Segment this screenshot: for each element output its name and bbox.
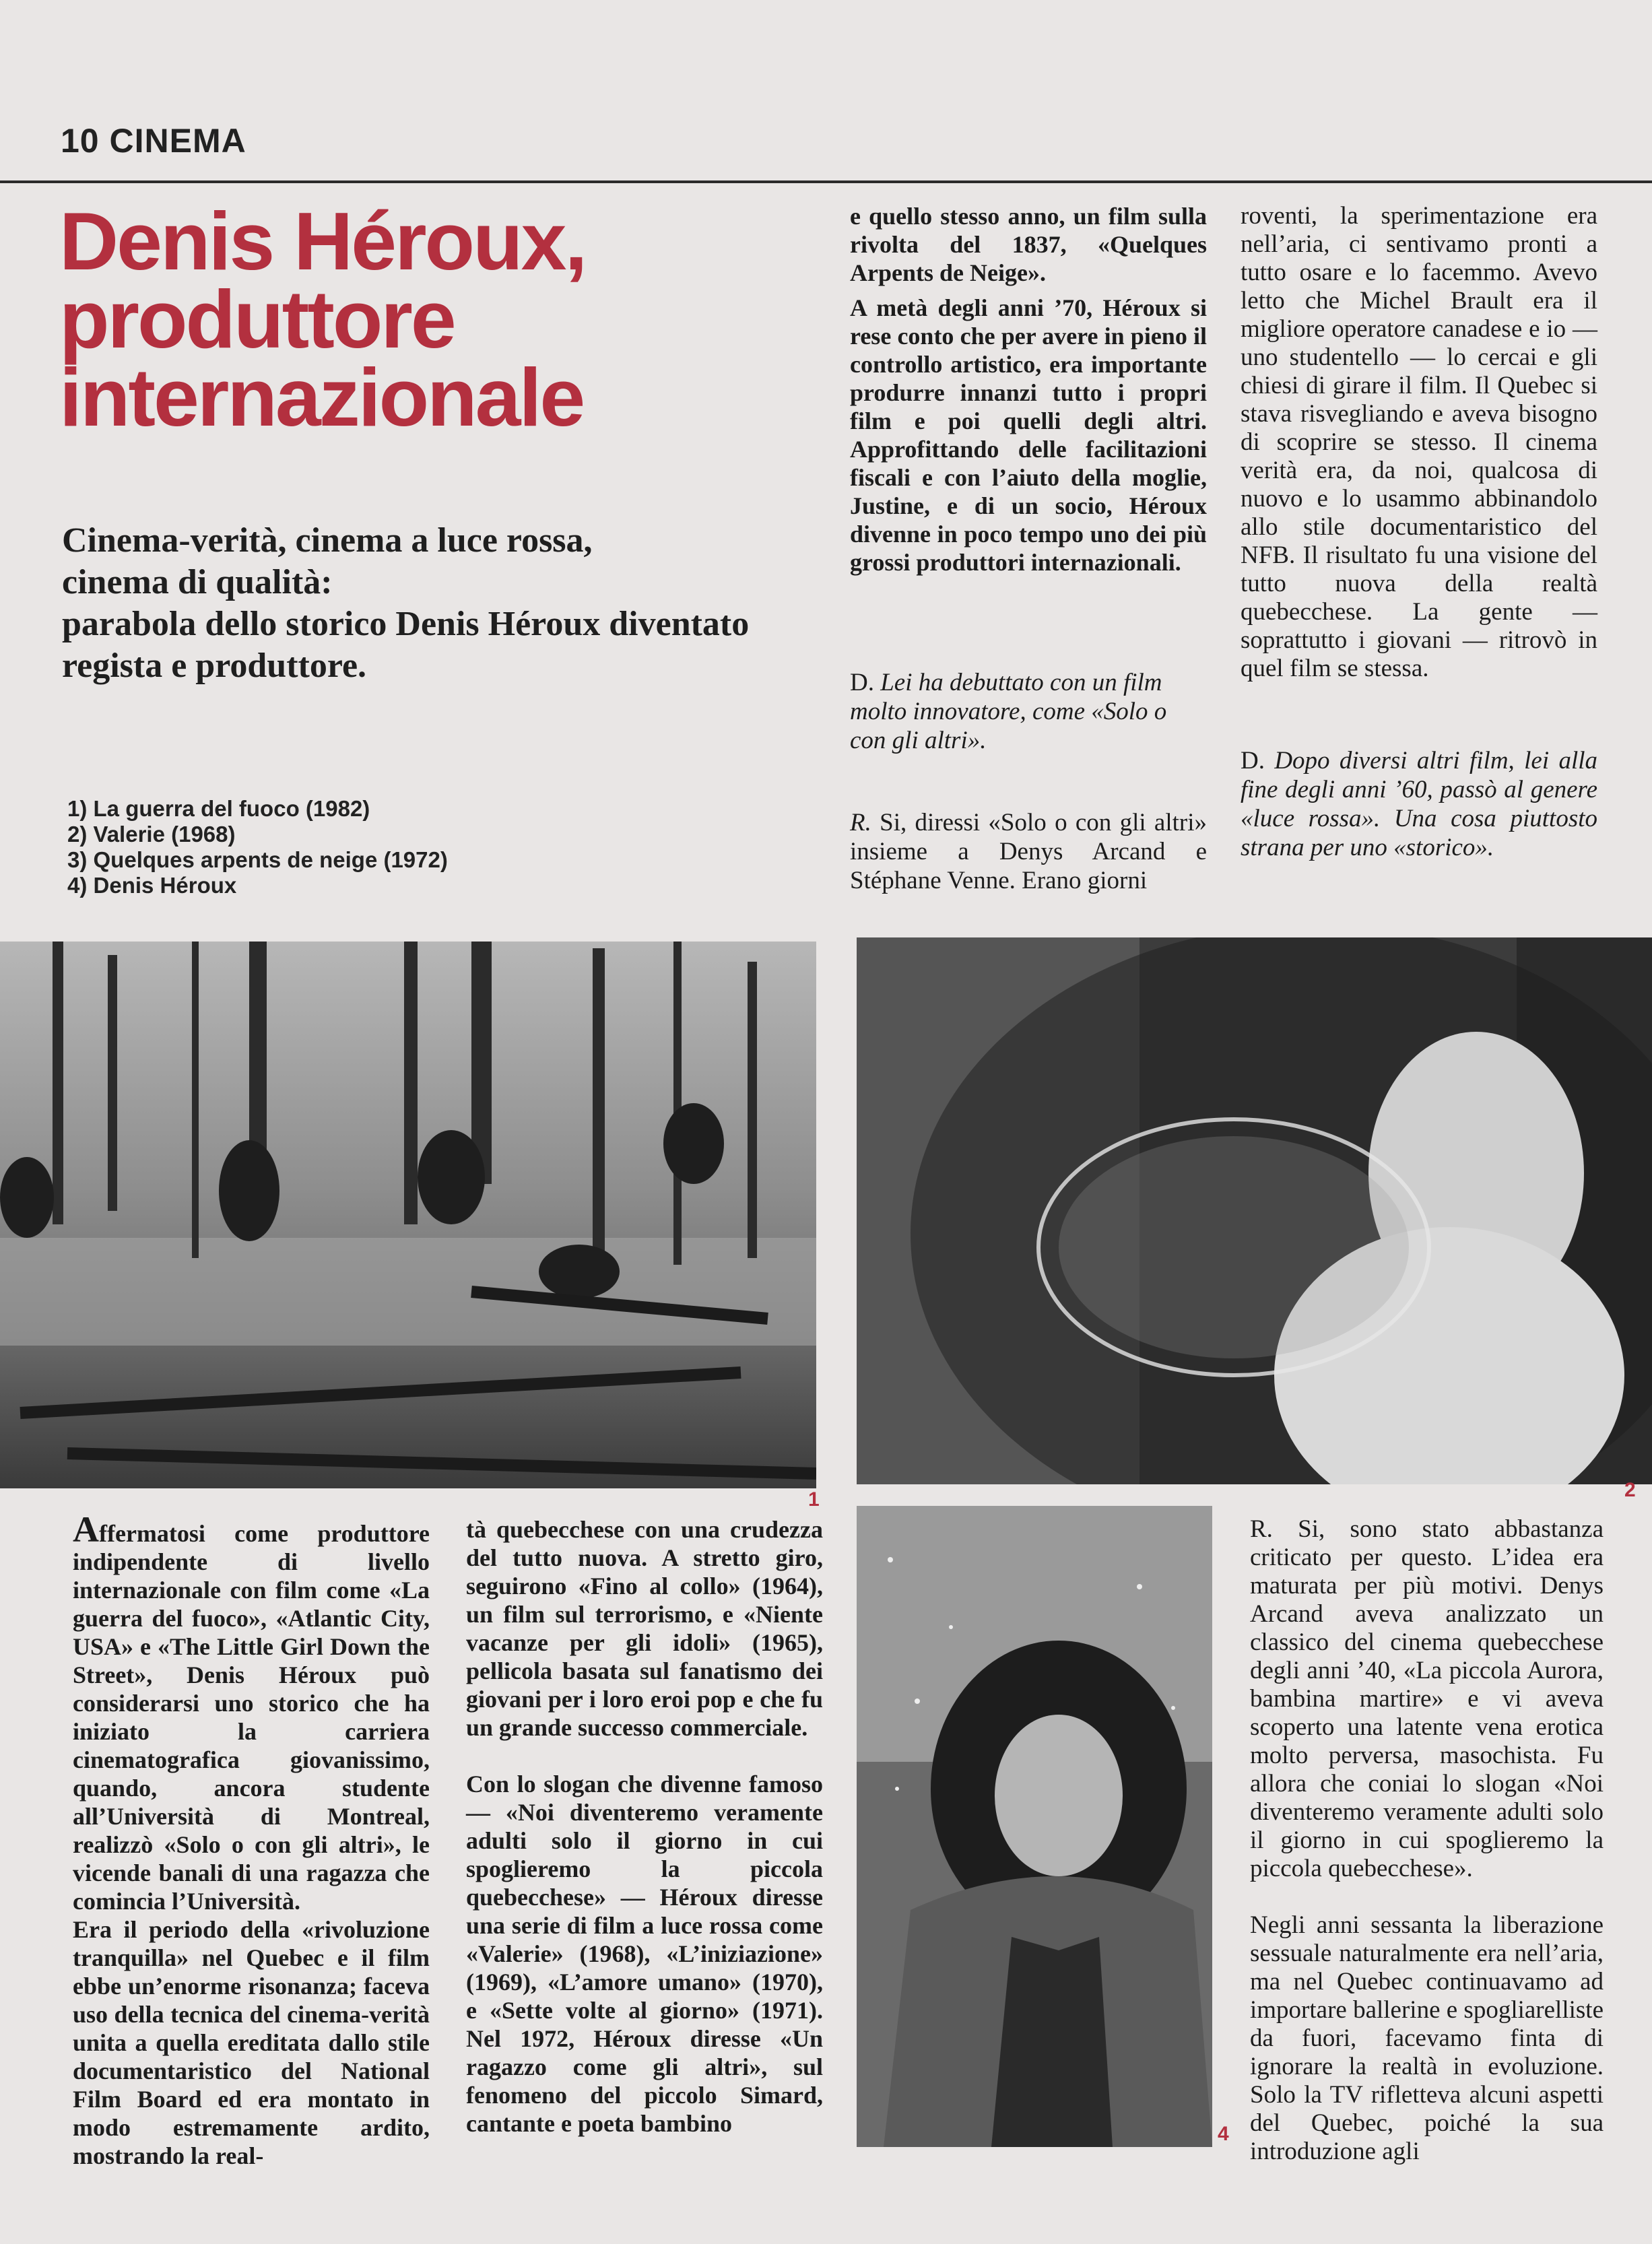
paragraph [73,1509,430,1915]
answer-prefix: R. [850,809,871,836]
section-header: 10 CINEMA [61,122,246,160]
article-subtitle [62,520,857,687]
question-text: Dopo diversi altri film, lei alla fine degli anni ’60, passò al genere «luce rossa». Una cosa piuttosto strana per uno «storico». [1241,747,1598,861]
subtitle-line-3: parabola dello storico Denis Héroux diventato [62,605,750,643]
bubble-portrait-image [857,937,1652,1484]
caption-1: 1) La guerra del fuoco (1982) [67,796,370,821]
photo-number-1: 1 [808,1488,820,1511]
drop-cap: A [73,1509,99,1550]
interview-question-2 [1241,746,1597,862]
question-prefix: D. [1241,747,1265,774]
header-rule [0,180,1652,183]
photo-valerie [857,937,1652,1484]
caption-4: 4) Denis Héroux [67,873,237,898]
paragraph: Con lo slogan che divenne famoso — «Noi diventeremo veramente adulti solo il giorno in cui spoglieremo la piccola quebecchese» — Héroux diresse una serie di film a luce rossa come «Valerie» (1968), «L’iniziazione» (1969), «L’amore umano» (1970), e «Sette volte al giorno» (1971). Nel 1972, Héroux diresse «Un ragazzo come gli altri», sul fenomeno del piccolo Simard, cantante e poeta bambino [466,1771,823,2137]
title-line-3: internazionale [59,352,584,443]
portrait-snow-image [857,1506,1212,2147]
text-column-bottom-2 [466,1515,823,2138]
subtitle-line-4: regista e produttore. [62,647,367,685]
title-line-2: produttore [59,273,455,365]
paragraph: Era il periodo della «rivoluzione tranquilla» nel Quebec e il film ebbe un’enorme risonanza; faceva uso della tecnica del cinema-verità unita a quella ereditata dallo stile documentaristico del National Film Board ed era montato in modo estremamente ardito, mostrando la real- [73,1916,430,2169]
forest-swamp-image [0,942,816,1488]
answer-text: Si, diressi «Solo o con gli altri» insieme a Denys Arcand e Stéphane Venne. Erano giorni [850,809,1208,894]
photo-denis-heroux [857,1506,1212,2147]
paragraph: tà quebecchese con una crudezza del tutto nuova. A stretto giro, seguirono «Fino al collo» (1964), un film sul terrorismo, e «Niente vacanze per gli idoli» (1965), pellicola basata sul fanatismo dei giovani per i loro eroi pop e che fu un grande successo commerciale. [466,1516,823,1741]
caption-3: 3) Quelques arpents de neige (1972) [67,847,448,872]
subtitle-line-1: Cinema-verità, cinema a luce rossa, [62,521,593,560]
subtitle-line-2: cinema di qualità: [62,563,333,601]
paragraph: roventi, la sperimentazione era nell’aria, ci sentivamo pronti a tutto osare e lo facemmo. Avevo letto che Michel Brault era il migliore operatore canadese e io — uno studentello — lo cercai e gli chiesi di girare il film. Il Quebec si stava risvegliando e aveva bisogno di scoprire se stesso. Il cinema verità era, da noi, qualcosa di nuovo e lo usammo abbinandolo allo stile documentaristico del NFB. Il risultato fu una visione del tutto nuova della realtà quebecchese. La gente — soprattutto i giovani — ritrovò in quel film se stessa. [1241,202,1597,682]
photo-quest-for-fire [0,942,816,1488]
photo-number-2: 2 [1624,1479,1636,1501]
photo-number-4: 4 [1218,2123,1229,2145]
title-line-1: Denis Héroux, [59,195,586,287]
text-column-top-1 [850,202,1207,576]
interview-question-1 [850,668,1207,755]
paragraph: A metà degli anni ’70, Héroux si rese conto che per avere in pieno il controllo artistico, era importante produrre innanzi tutto i propri film e poi quelli degli altri. Approfittando delle facilitazioni fiscali e con l’aiuto della moglie, Justine, e di un socio, Héroux divenne in poco tempo uno dei più grossi produttori internazionali. [850,294,1207,576]
article-title [59,195,800,443]
paragraph-text: ffermatosi come produttore indipendente di livello internazionale con film come «La guerra del fuoco», «Atlantic City, USA» e «The Little Girl Down the Street», Denis Héroux può considerarsi uno storico che ha iniziato la carriera cinematografica giovanissimo, quando, ancora studente all’Università di Montreal, realizzò «Solo o con gli altri», le vicende banali di una ragazza che comincia l’Università. [73,1520,430,1915]
interview-answer-1 [850,808,1207,895]
text-column-top-2 [1241,202,1597,683]
paragraph: e quello stesso anno, un film sulla rivolta del 1837, «Quelques Arpents de Neige». [850,203,1207,286]
paragraph: Negli anni sessanta la liberazione sessuale naturalmente era nell’aria, ma nel Quebec continuavamo ad importare ballerine e spogliarelliste da fuori, facevamo finta di ignorare la realtà in evoluzione. Solo la TV rifletteva alcuni aspetti del Quebec, poiché la sua introduzione agli [1250,1911,1604,2165]
paragraph: R. Si, sono stato abbastanza criticato per questo. L’idea era maturata per più motivi. Denys Arcand aveva analizzato un classico del cinema quebecchese degli anni ’40, «La piccola Aurora, bambina martire» e vi aveva scoperto una latente vena erotica molto perversa, masochista. Fu allora che coniai lo slogan «Noi diventeremo veramente adulti solo il giorno in cui spoglieremo la piccola quebecchese». [1250,1515,1604,1882]
text-column-bottom-3 [1250,1515,1604,2166]
text-column-bottom-1 [73,1509,430,2170]
caption-2: 2) Valerie (1968) [67,822,236,847]
photo-captions [67,796,448,898]
question-text: Lei ha debuttato con un film molto innovatore, come «Solo o con gli altri». [850,669,1167,754]
question-prefix: D. [850,669,874,696]
